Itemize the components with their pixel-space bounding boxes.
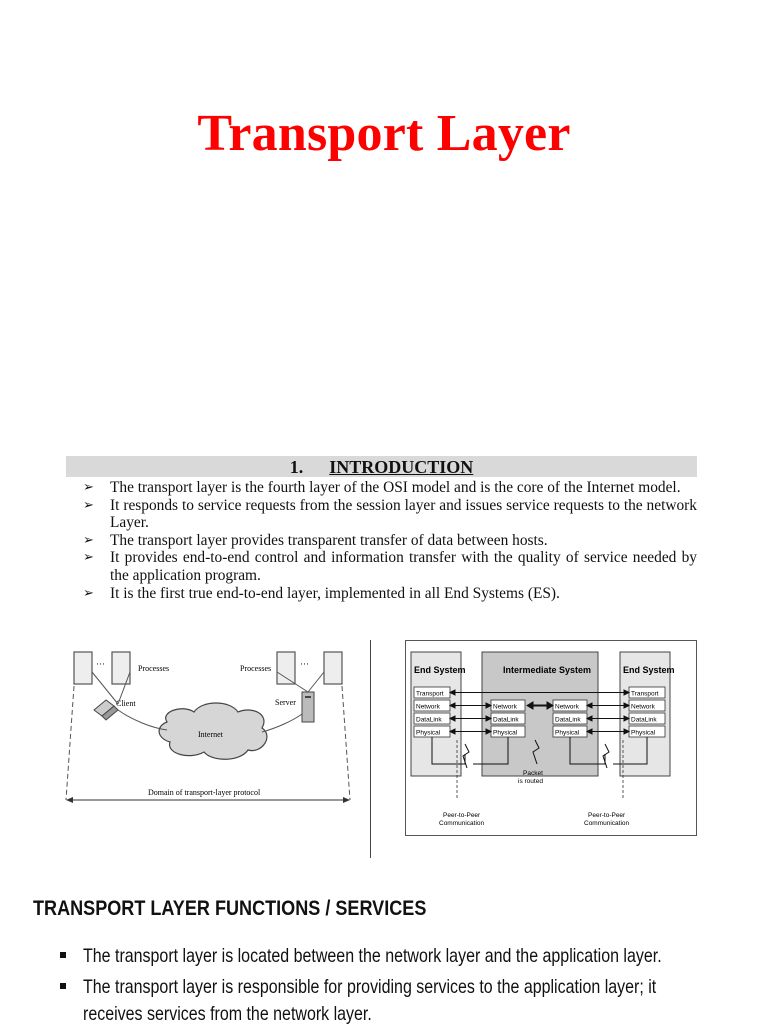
intermediate-left-stack <box>491 700 525 737</box>
layer-label: Physical <box>631 729 656 737</box>
square-bullet-icon <box>60 952 66 958</box>
list-item: ➢ It is the first true end-to-end layer, implemented in all End Systems (ES). <box>83 584 560 602</box>
list-item: The transport layer is located between the network layer and the application layer. <box>60 943 710 970</box>
peer-to-peer-left-label: Peer-to-Peer <box>443 812 481 819</box>
laptop-icon <box>94 700 118 720</box>
list-item: ➢ It provides end-to-end control and information transfer with the quality of service needed by the application program. <box>83 549 697 584</box>
list-item: ➢ The transport layer provides transparent transfer of data between hosts. <box>83 531 548 549</box>
packet-label-2: is routed <box>518 778 543 785</box>
layer-label: DataLink <box>493 716 519 724</box>
introduction-heading-bar <box>66 456 697 477</box>
dots-label: ··· <box>96 659 105 669</box>
layer-label: Physical <box>493 729 518 737</box>
processes-left-label: Processes <box>138 664 170 673</box>
figure-divider <box>370 640 371 858</box>
arrow-bullet-icon: ➢ <box>83 550 94 566</box>
client-label: Client <box>116 699 136 708</box>
layer-label: DataLink <box>416 716 442 724</box>
layer-label: Physical <box>416 729 441 737</box>
transport-domain-diagram <box>62 640 362 820</box>
layer-label: Network <box>416 703 440 711</box>
end-system-left-label: End System <box>414 665 466 675</box>
dots-label: ··· <box>300 659 309 669</box>
layer-label: DataLink <box>555 716 581 724</box>
arrow-bullet-icon: ➢ <box>83 532 94 548</box>
peer-to-peer-left-label-2: Communication <box>439 820 485 827</box>
internet-label: Internet <box>198 730 223 739</box>
list-item: ➢ The transport layer is the fourth layer of the OSI model and is the core of the Internet model. <box>83 479 681 496</box>
layer-label: Transport <box>631 690 659 698</box>
domain-label: Domain of transport-layer protocol <box>148 788 261 797</box>
page-title: Transport Layer <box>197 105 571 162</box>
functions-list <box>60 943 710 1032</box>
layer-label: Transport <box>416 690 444 698</box>
section-title: INTRODUCTION <box>329 457 474 477</box>
list-item: ➢ It responds to service requests from the session layer and issues service requests to the network Layer. <box>83 496 697 532</box>
arrow-bullet-icon: ➢ <box>83 497 94 513</box>
introduction-list <box>83 479 697 602</box>
layer-label: Physical <box>555 729 580 737</box>
end-system-diagram <box>405 640 697 836</box>
arrow-bullet-icon: ➢ <box>83 585 94 601</box>
end-system-right-label: End System <box>623 665 675 675</box>
layer-label: Network <box>631 703 655 711</box>
server-processes-icon <box>277 652 342 684</box>
processes-right-label: Processes <box>240 664 272 673</box>
section-number: 1. <box>289 457 304 477</box>
list-item: The transport layer is responsible for providing services to the application layer; it receives services from the network layer. <box>60 974 710 1028</box>
intermediate-system-label: Intermediate System <box>503 665 592 675</box>
layer-label: Network <box>493 703 517 711</box>
peer-to-peer-right-label: Peer-to-Peer <box>588 812 626 819</box>
server-icon <box>302 692 314 722</box>
arrow-bullet-icon: ➢ <box>83 480 94 495</box>
server-label: Server <box>275 698 296 707</box>
functions-heading: TRANSPORT LAYER FUNCTIONS / SERVICES <box>33 897 427 920</box>
square-bullet-icon <box>60 983 66 989</box>
introduction-heading <box>66 456 697 478</box>
packet-label: Packet <box>523 770 543 777</box>
layer-label: Network <box>555 703 579 711</box>
intermediate-right-stack <box>553 700 587 737</box>
peer-to-peer-right-label-2: Communication <box>584 820 630 827</box>
layer-label: DataLink <box>631 716 657 724</box>
